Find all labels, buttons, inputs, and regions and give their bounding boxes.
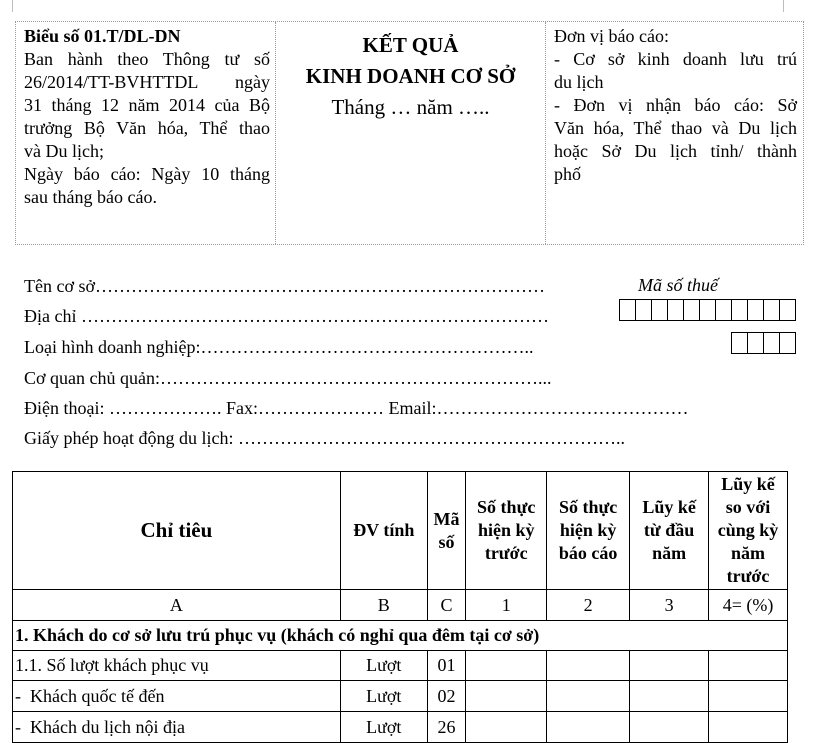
section-row <box>13 621 788 651</box>
unit-line: du lịch <box>554 72 604 92</box>
crop-mark <box>783 0 784 12</box>
index-cell: 2 <box>547 590 630 621</box>
header-report-period: Số thực hiện kỳ báo cáo <box>547 472 630 590</box>
header-unit: ĐV tính <box>340 472 427 590</box>
row-code: 02 <box>427 681 465 712</box>
issued-line: 31 tháng 12 năm 2014 của Bộ <box>24 95 270 115</box>
crop-marks <box>0 0 819 14</box>
form-info-column <box>16 22 276 244</box>
business-type-field: Loại hình doanh nghiệp:……………………………………………….. <box>24 337 534 357</box>
row-label: - Khách quốc tế đến <box>13 681 341 712</box>
business-type-boxes[interactable] <box>731 332 796 354</box>
input-cell[interactable] <box>466 712 547 743</box>
index-cell: 1 <box>466 590 547 621</box>
issued-line: sau tháng báo cáo. <box>24 187 157 207</box>
input-cell[interactable] <box>630 681 709 712</box>
tax-code-boxes[interactable] <box>619 299 796 321</box>
header-code: Mã số <box>427 472 465 590</box>
row-unit: Lượt <box>340 651 427 681</box>
form-code: Biểu số 01.T/DL-DN <box>24 26 181 46</box>
input-cell[interactable] <box>709 681 788 712</box>
issued-line: Ban hành theo Thông tư số <box>24 49 270 69</box>
input-cell[interactable] <box>709 651 788 681</box>
table-row <box>13 651 788 681</box>
input-cell[interactable] <box>547 681 630 712</box>
input-cell[interactable] <box>547 712 630 743</box>
table-row <box>13 681 788 712</box>
tax-code-label: Mã số thuế <box>638 275 718 295</box>
header-ytd-compare: Lũy kế so với cùng kỳ năm trước <box>709 472 788 590</box>
name-field: Tên cơ sở………………………………………………………………… <box>24 276 546 296</box>
row-label: - Khách du lịch nội địa <box>13 712 341 743</box>
title-column <box>276 22 546 244</box>
unit-line: - Đơn vị nhận báo cáo: Sở <box>554 95 797 115</box>
table-row <box>13 712 788 743</box>
table-header-row <box>13 472 788 590</box>
unit-line: hoặc Sở Du lịch tỉnh/ thành <box>554 141 797 161</box>
unit-line: Đơn vị báo cáo: <box>554 26 669 46</box>
header-indicator: Chỉ tiêu <box>13 472 341 590</box>
contact-field: Điện thoại: ………………. Fax:………………… Email:…………………………………… <box>24 398 689 418</box>
crop-mark <box>12 0 13 12</box>
issued-line: 26/2014/TT-BVHTTDL ngày <box>24 72 270 92</box>
report-header <box>15 21 804 245</box>
column-index-row <box>13 590 788 621</box>
input-cell[interactable] <box>466 651 547 681</box>
section-title: 1. Khách do cơ sở lưu trú phục vụ (khách có nghỉ qua đêm tại cơ sở) <box>13 621 788 651</box>
unit-line: phố <box>554 164 581 184</box>
license-field: Giấy phép hoạt động du lịch: ……………………………………………………….. <box>24 428 625 448</box>
input-cell[interactable] <box>466 681 547 712</box>
row-code: 26 <box>427 712 465 743</box>
row-code: 01 <box>427 651 465 681</box>
row-unit: Lượt <box>340 712 427 743</box>
agency-field: Cơ quan chủ quản:………………………………………………………... <box>24 368 552 388</box>
input-cell[interactable] <box>630 712 709 743</box>
row-label: 1.1. Số lượt khách phục vụ <box>13 651 341 681</box>
input-cell[interactable] <box>547 651 630 681</box>
index-cell: A <box>13 590 341 621</box>
row-unit: Lượt <box>340 681 427 712</box>
report-period: Tháng … năm ….. <box>331 95 490 119</box>
address-field: Địa chỉ …………………………………………………………………… <box>24 306 549 326</box>
report-title: KẾT QUẢ <box>362 33 459 57</box>
index-cell: B <box>340 590 427 621</box>
report-table <box>12 471 788 743</box>
issued-line: và Du lịch; <box>24 141 104 161</box>
input-cell[interactable] <box>709 712 788 743</box>
index-cell: C <box>427 590 465 621</box>
report-subtitle: KINH DOANH CƠ SỞ <box>305 64 516 88</box>
unit-column <box>546 22 805 244</box>
issued-line: trưởng Bộ Văn hóa, Thể thao <box>24 118 270 138</box>
index-cell: 3 <box>630 590 709 621</box>
issued-line: Ngày báo cáo: Ngày 10 tháng <box>24 164 270 184</box>
header-ytd: Lũy kế từ đầu năm <box>630 472 709 590</box>
header-prev-period: Số thực hiện kỳ trước <box>466 472 547 590</box>
unit-line: - Cơ sở kinh doanh lưu trú <box>554 49 797 69</box>
input-cell[interactable] <box>630 651 709 681</box>
index-cell: 4= (%) <box>709 590 788 621</box>
unit-line: Văn hóa, Thể thao và Du lịch <box>554 118 797 138</box>
